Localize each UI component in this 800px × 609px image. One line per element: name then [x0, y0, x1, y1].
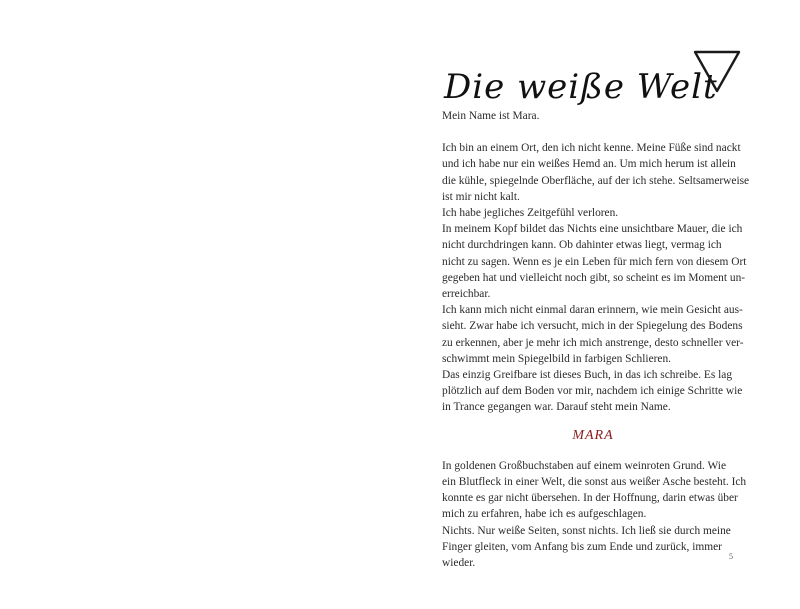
- text-line: zu erkennen, aber je mehr ich mich anstrenge, desto schneller ver-: [442, 336, 744, 349]
- text-line: erreichbar.: [442, 288, 491, 301]
- text-line: Ich habe jegliches Zeitgefühl verloren.: [442, 207, 619, 220]
- name-heading: MARA: [572, 427, 614, 443]
- text-line: gegeben hat und vielleicht noch gibt, so scheint es im Moment un-: [442, 271, 746, 284]
- text-line: in Trance gegangen war. Darauf steht mein Name.: [442, 401, 671, 414]
- downward-triangle-icon: [692, 48, 742, 94]
- text-line: Nichts. Nur weiße Seiten, sonst nichts. Ich ließ sie durch meine: [442, 524, 731, 537]
- intro-line: Mein Name ist Mara.: [442, 110, 540, 122]
- text-line: In goldenen Großbuchstaben auf einem weinroten Grund. Wie: [442, 459, 727, 472]
- text-line: Ich kann mich nicht einmal daran erinnern, wie mein Gesicht aus-: [442, 304, 743, 317]
- chapter-title: Die weiße Welt: [444, 66, 718, 107]
- text-line: plötzlich auf dem Boden vor mir, nachdem ich einige Schritte wie: [442, 385, 743, 398]
- body-text: [442, 108, 750, 571]
- text-line: ein Blutfleck in einer Welt, die sonst aus weißer Asche besteht. Ich: [442, 476, 747, 489]
- text-line: konnte es gar nicht übersehen. In der Hoffnung, darin etwas über: [442, 492, 738, 505]
- text-line: Finger gleiten, vom Anfang bis zum Ende und zurück, immer: [442, 540, 722, 553]
- text-line: ist mir nicht kalt.: [442, 190, 520, 203]
- paragraph-block-2: [442, 458, 747, 571]
- text-line: wieder.: [442, 557, 476, 570]
- text-line: mich zu erfahren, habe ich es aufgeschlagen.: [442, 508, 647, 521]
- text-line: die kühle, spiegelnde Oberfläche, auf der ich stehe. Seltsamerweise: [442, 174, 750, 187]
- text-line: nicht zu sagen. Wenn es je ein Leben für mich fern von diesem Ort: [442, 255, 747, 268]
- page-number: 5: [729, 552, 733, 561]
- text-line: nicht durchdringen kann. Ob dahinter etwas liegt, vermag ich: [442, 239, 722, 252]
- text-line: schwimmt mein Spiegelbild in farbigen Schlieren.: [442, 352, 672, 365]
- paragraph-block-1: [442, 140, 750, 415]
- text-line: und ich habe nur ein weißes Hemd an. Um mich herum ist allein: [442, 158, 736, 171]
- text-line: Das einzig Greifbare ist dieses Buch, in das ich schreibe. Es lag: [442, 369, 733, 382]
- text-line: In meinem Kopf bildet das Nichts eine unsichtbare Mauer, die ich: [442, 223, 743, 236]
- text-line: sieht. Zwar habe ich versucht, mich in der Spiegelung des Bodens: [442, 320, 743, 333]
- text-line: Ich bin an einem Ort, den ich nicht kenne. Meine Füße sind nackt: [442, 142, 741, 155]
